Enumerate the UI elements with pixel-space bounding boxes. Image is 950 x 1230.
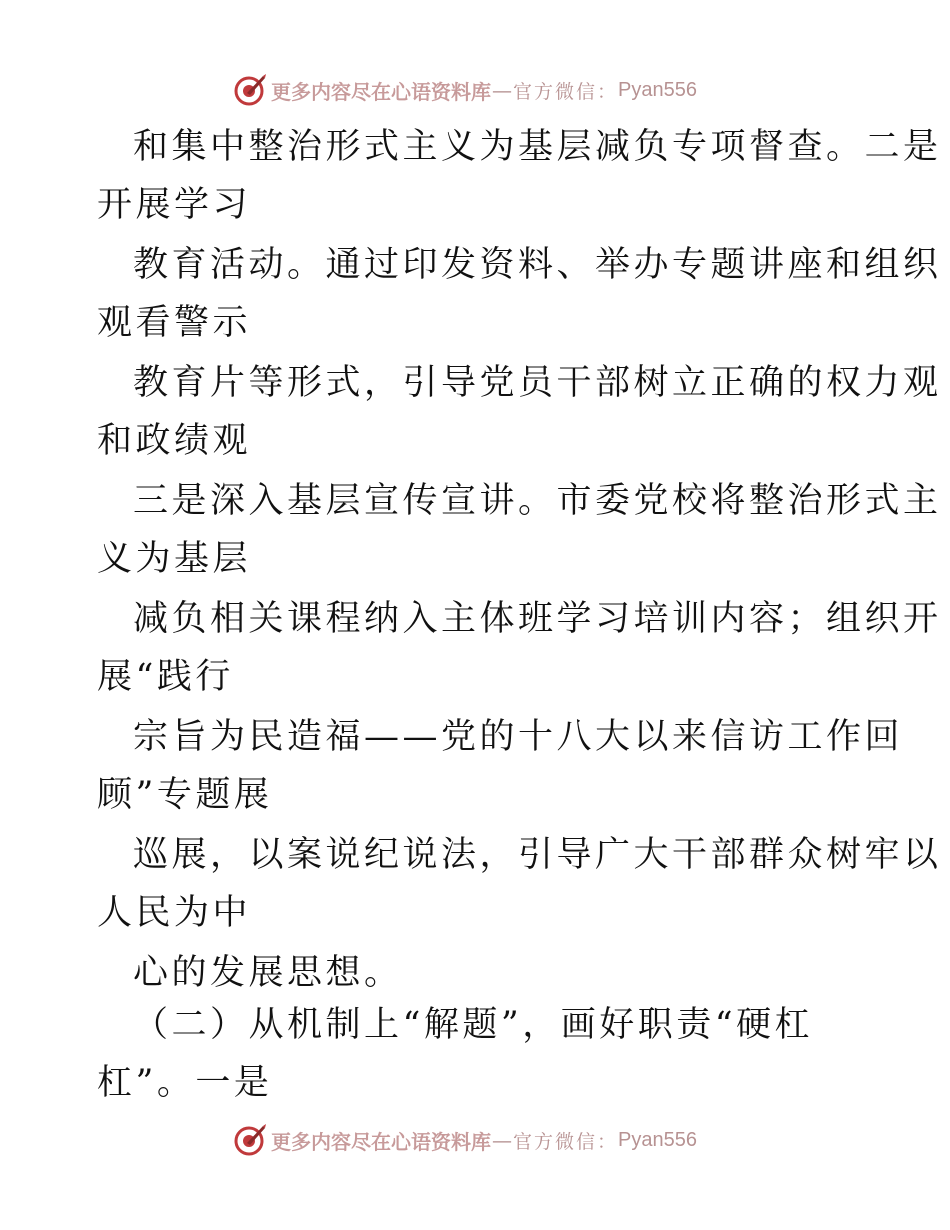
text-line: 巡展，以案说纪说法，引导广大干部群众树牢以 [133,835,942,875]
section-heading: （二）从机制上“解题”，画好职责“硬杠 [133,1005,814,1045]
text-line: 教育片等形式，引导党员干部树立正确的权力观 [133,363,942,403]
quill-logo-icon [233,1123,267,1157]
watermark-dash: — [492,1128,512,1152]
text-line: 顾”专题展 [97,775,273,815]
watermark-account: Pyan556 [618,1128,697,1151]
watermark-site-text: 更多内容尽在心语资料库 [271,79,491,104]
text-line: 和政绩观 [97,421,252,461]
watermark-label: 官方微信： [513,1130,619,1153]
text-line: 减负相关课程纳入主体班学习培训内容；组织开 [133,599,942,639]
text-line: 三是深入基层宣传宣讲。市委党校将整治形式主 [133,481,942,521]
text-line: 观看警示 [97,303,252,343]
watermark-site-text: 更多内容尽在心语资料库 [271,1129,491,1154]
text-line: 和集中整治形式主义为基层减负专项督查。二是 [133,127,942,167]
watermark-label: 官方微信： [513,80,619,103]
text-line: 教育活动。通过印发资料、举办专题讲座和组织 [133,245,942,285]
text-line: 心的发展思想。 [133,953,403,993]
watermark-account: Pyan556 [618,78,697,101]
text-line: 展“践行 [97,657,234,697]
watermark-dash: — [492,78,512,102]
text-line: 人民为中 [97,893,252,933]
text-line: 义为基层 [97,539,252,579]
footer-watermark [233,1122,697,1158]
text-line: 宗旨为民造福——党的十八大以来信访工作回 [133,717,904,757]
text-line: 杠”。一是 [97,1063,273,1103]
text-line: 开展学习 [97,185,252,225]
